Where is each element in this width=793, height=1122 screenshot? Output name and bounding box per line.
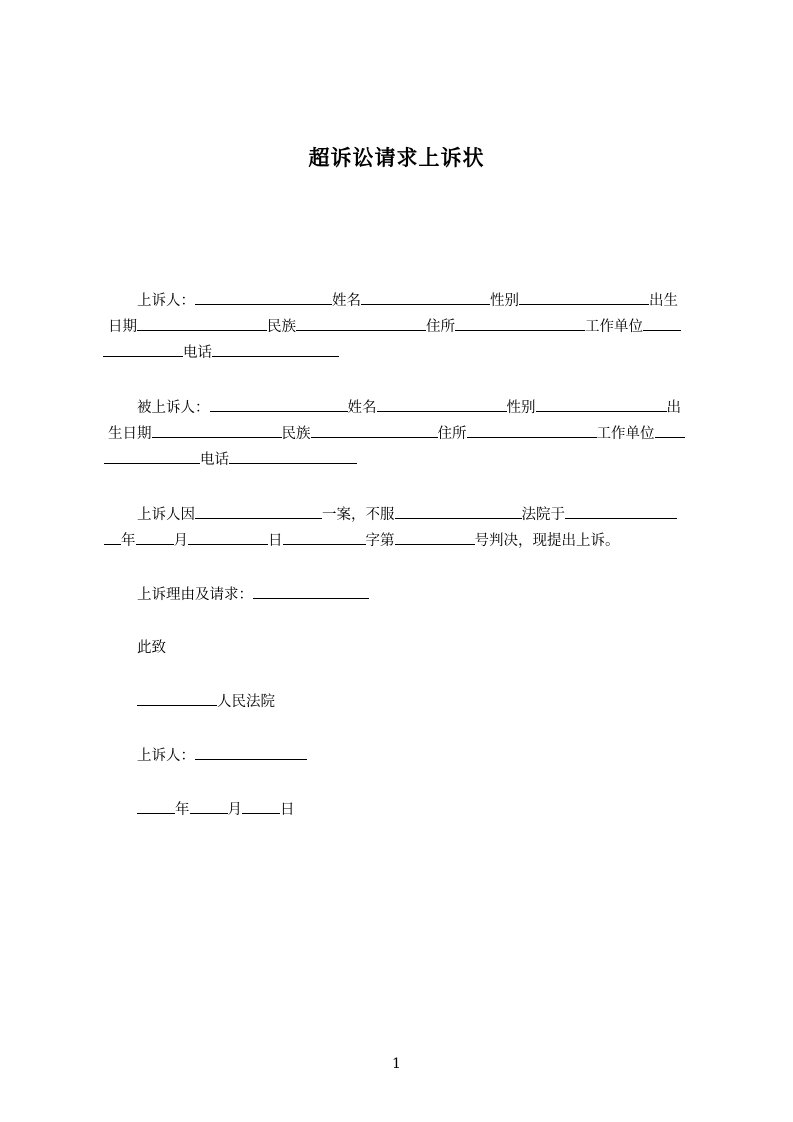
case-line-1 [137,504,677,525]
court-blank [137,691,217,706]
appellee-line-2 [108,423,685,444]
case-year-blank [565,504,677,519]
appellee-line-3 [104,449,357,470]
appellee-line-1 [137,397,681,418]
appellant-name-label: 姓名 [332,293,361,309]
document-title: 超诉讼请求上诉状 [308,146,485,170]
appellee-workplace-blank-cont [104,449,200,464]
case-line-2 [104,530,620,551]
page-number: 1 [392,1056,401,1072]
case-text: 一案，不服 [322,507,395,523]
appellant-phone-label: 电话 [183,345,212,361]
case-year-blank-cont [104,530,121,545]
court-name-blank [395,504,522,519]
date-month: 月 [227,802,242,818]
appellant-line-3 [103,342,339,363]
case-court-text: 法院于 [521,507,565,523]
case-number-blank [395,530,475,545]
date-month-blank [190,799,228,814]
appellee-blank [210,397,348,412]
appellant-phone-blank [212,342,339,357]
case-prefix: 上诉人因 [137,507,195,523]
case-month: 月 [173,533,188,549]
case-zi-blank [283,530,366,545]
date-line [137,799,295,820]
reason-line [137,584,369,605]
appellee-phone-label: 电话 [200,452,229,468]
case-suffix: 号判决，现提出上诉。 [474,533,620,549]
case-zi-di: 字第 [365,533,395,549]
appellee-phone-blank [229,449,357,464]
regards-text: 此致 [137,640,166,656]
appellee-gender-label: 性别 [506,400,536,416]
appellant-birth-blank [137,316,267,331]
case-name-blank [195,504,322,519]
reason-label: 上诉理由及请求： [137,587,253,603]
regards-line [137,638,166,658]
appellee-ethnicity-blank [311,423,438,438]
appellee-birth-blank [152,423,282,438]
signer-line [137,745,307,766]
appellant-birth-part2: 日期 [108,319,137,335]
date-day: 日 [280,802,295,818]
court-suffix: 人民法院 [217,694,275,710]
appellant-line-1 [137,290,678,311]
appellant-line-2 [108,316,681,337]
appellant-blank [195,290,332,305]
date-year-blank [137,799,175,814]
appellee-workplace-blank [655,423,685,438]
appellee-birth-part2: 生日期 [108,426,152,442]
case-month-blank [136,530,174,545]
appellant-address-label: 住所 [426,319,455,335]
appellant-ethnicity-label: 民族 [267,319,296,335]
date-day-blank [242,799,280,814]
appellant-gender-label: 性别 [490,293,519,309]
appellee-address-label: 住所 [437,426,467,442]
date-year: 年 [175,802,190,818]
appellant-label: 上诉人： [137,293,195,309]
appellant-workplace-label: 工作单位 [585,319,643,335]
appellant-workplace-blank [643,316,681,331]
appellant-address-blank [455,316,585,331]
appellee-label: 被上诉人： [137,400,210,416]
signer-blank [195,745,307,760]
appellant-workplace-blank-cont [103,342,183,357]
reason-blank [253,584,369,599]
appellant-gender-blank [519,290,649,305]
case-day-blank [188,530,268,545]
appellee-name-label: 姓名 [347,400,377,416]
appellant-birth-part1: 出生 [649,293,678,309]
appellee-workplace-label: 工作单位 [596,426,655,442]
appellant-ethnicity-blank [296,316,426,331]
signer-label: 上诉人： [137,748,195,764]
case-year: 年 [121,533,136,549]
appellant-name-blank [361,290,490,305]
case-day: 日 [268,533,283,549]
appellee-gender-blank [536,397,667,412]
appellee-ethnicity-label: 民族 [281,426,311,442]
appellee-address-blank [467,423,597,438]
court-line [137,691,275,712]
appellee-birth-part1: 出 [666,400,681,416]
appellee-name-blank [377,397,507,412]
